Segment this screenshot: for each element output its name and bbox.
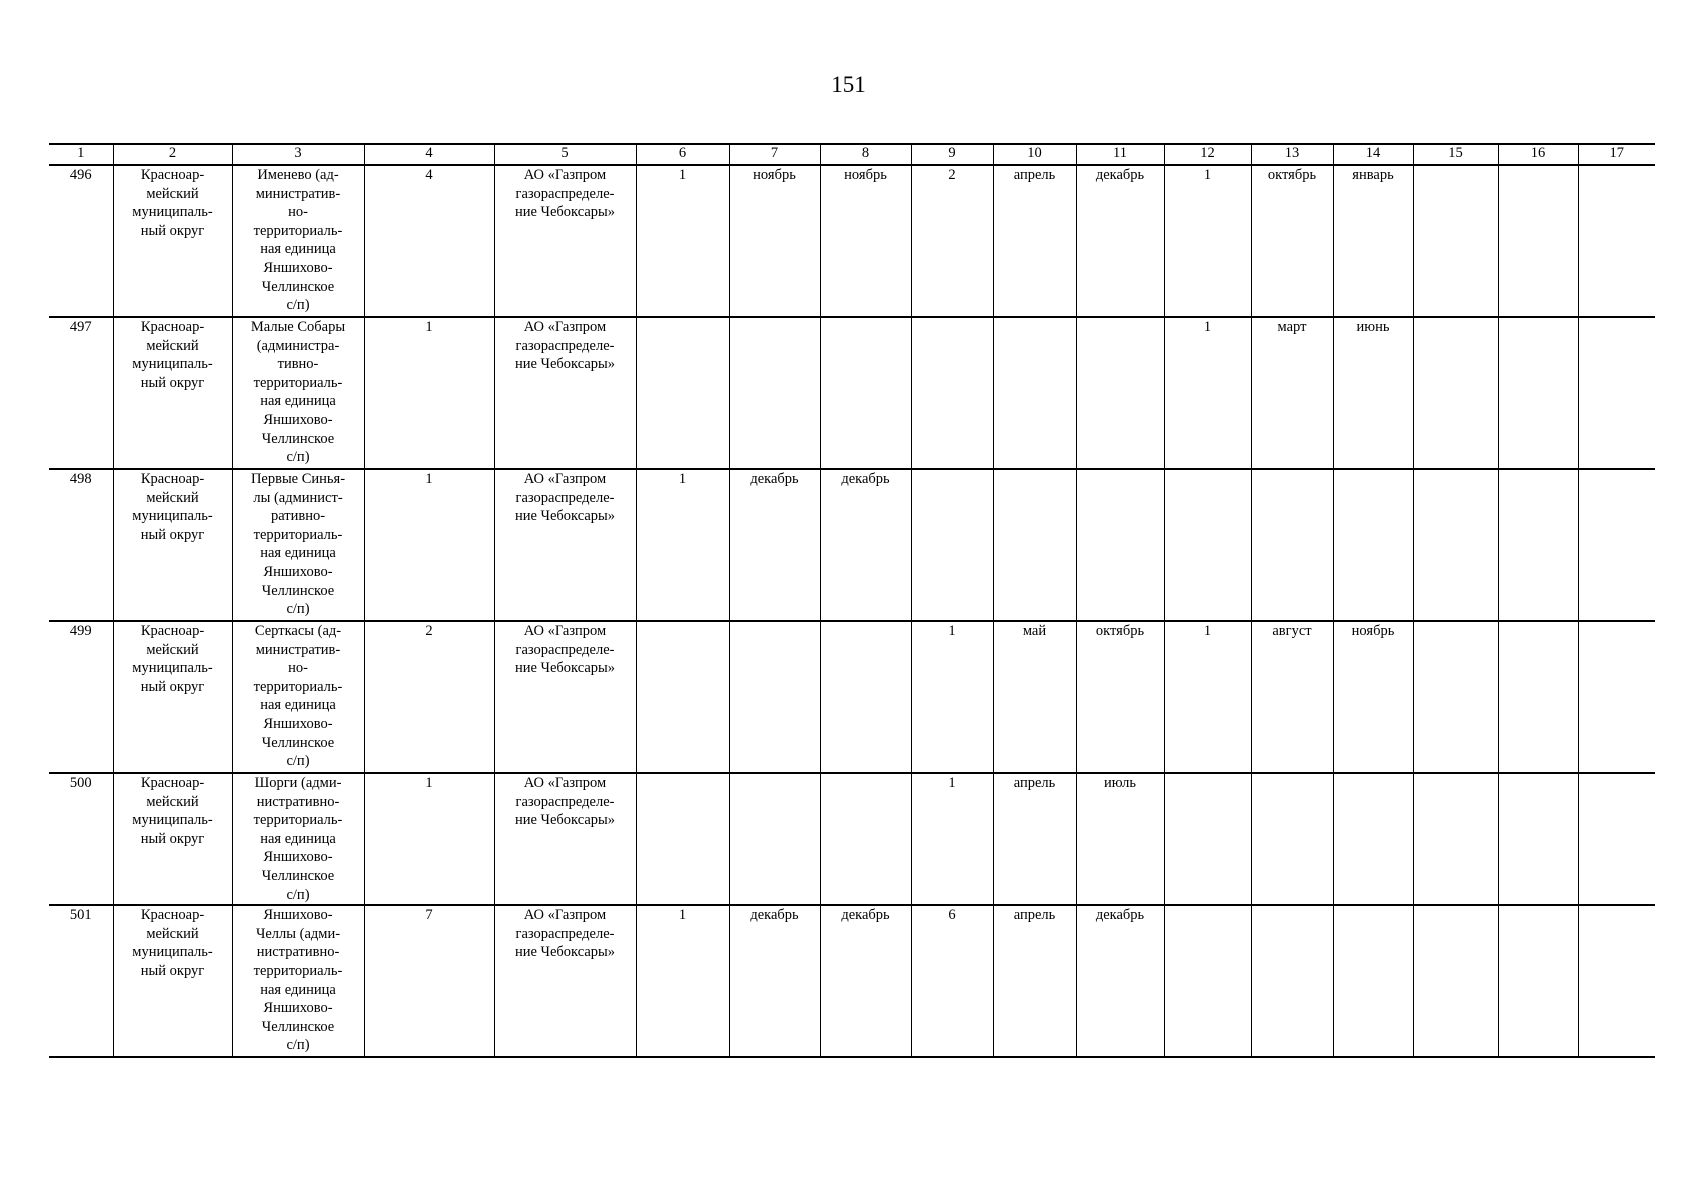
data-cell <box>911 469 993 621</box>
column-header: 17 <box>1578 144 1655 165</box>
district-cell: Красноар- мейский муниципаль- ный округ <box>113 621 232 773</box>
column-header: 15 <box>1413 144 1498 165</box>
data-cell: 1 <box>911 773 993 905</box>
data-cell: 2 <box>911 165 993 317</box>
column-header: 13 <box>1251 144 1333 165</box>
data-cell: декабрь <box>1076 165 1164 317</box>
data-cell <box>729 773 820 905</box>
count-cell: 1 <box>364 469 494 621</box>
data-cell <box>1578 905 1655 1057</box>
data-cell <box>820 317 911 469</box>
organization-cell: АО «Газпром газораспределе- ние Чебоксары» <box>494 165 636 317</box>
data-cell: март <box>1251 317 1333 469</box>
data-cell: апрель <box>993 773 1076 905</box>
data-cell <box>1076 317 1164 469</box>
data-cell <box>1413 469 1498 621</box>
data-cell <box>1251 905 1333 1057</box>
data-cell <box>1578 317 1655 469</box>
data-cell: 1 <box>1164 317 1251 469</box>
data-cell <box>1498 165 1578 317</box>
column-header: 2 <box>113 144 232 165</box>
data-cell <box>636 621 729 773</box>
data-cell <box>1578 165 1655 317</box>
settlement-cell: Именево (ад- министратив- но- территориаль- ная единица Яншихово- Челлинское с/п) <box>232 165 364 317</box>
district-cell: Красноар- мейский муниципаль- ный округ <box>113 317 232 469</box>
data-cell <box>1498 469 1578 621</box>
data-cell: декабрь <box>820 469 911 621</box>
table-row <box>49 905 1655 1057</box>
data-cell <box>729 621 820 773</box>
data-cell <box>1578 773 1655 905</box>
data-cell <box>729 317 820 469</box>
organization-cell: АО «Газпром газораспределе- ние Чебоксары» <box>494 621 636 773</box>
data-cell: август <box>1251 621 1333 773</box>
data-cell: ноябрь <box>820 165 911 317</box>
data-cell: июнь <box>1333 317 1413 469</box>
settlement-cell: Серткасы (ад- министратив- но- территориаль- ная единица Яншихово- Челлинское с/п) <box>232 621 364 773</box>
count-cell: 1 <box>364 773 494 905</box>
table-row <box>49 773 1655 905</box>
data-cell <box>1164 469 1251 621</box>
data-cell <box>1498 317 1578 469</box>
column-header: 7 <box>729 144 820 165</box>
column-header: 11 <box>1076 144 1164 165</box>
column-header: 3 <box>232 144 364 165</box>
row-number: 496 <box>49 165 113 317</box>
data-cell: декабрь <box>729 905 820 1057</box>
table-row <box>49 317 1655 469</box>
column-header: 1 <box>49 144 113 165</box>
data-cell: октябрь <box>1076 621 1164 773</box>
data-cell <box>1413 621 1498 773</box>
column-header: 14 <box>1333 144 1413 165</box>
data-cell: 1 <box>1164 621 1251 773</box>
row-number: 499 <box>49 621 113 773</box>
column-header: 5 <box>494 144 636 165</box>
data-cell <box>1413 165 1498 317</box>
table-row <box>49 165 1655 317</box>
data-cell <box>1333 905 1413 1057</box>
data-cell <box>911 317 993 469</box>
column-header: 4 <box>364 144 494 165</box>
count-cell: 2 <box>364 621 494 773</box>
district-cell: Красноар- мейский муниципаль- ный округ <box>113 905 232 1057</box>
district-cell: Красноар- мейский муниципаль- ный округ <box>113 773 232 905</box>
organization-cell: АО «Газпром газораспределе- ние Чебоксары» <box>494 773 636 905</box>
data-cell: 1 <box>1164 165 1251 317</box>
data-cell: апрель <box>993 905 1076 1057</box>
count-cell: 4 <box>364 165 494 317</box>
data-cell <box>636 317 729 469</box>
data-cell: 1 <box>636 469 729 621</box>
data-cell <box>1578 621 1655 773</box>
organization-cell: АО «Газпром газораспределе- ние Чебоксары» <box>494 469 636 621</box>
data-cell: ноябрь <box>1333 621 1413 773</box>
settlement-cell: Шорги (адми- нистративно- территориаль- ная единица Яншихово- Челлинское с/п) <box>232 773 364 905</box>
column-header: 9 <box>911 144 993 165</box>
data-cell: январь <box>1333 165 1413 317</box>
page-number: 151 <box>831 72 866 97</box>
data-cell <box>1164 905 1251 1057</box>
organization-cell: АО «Газпром газораспределе- ние Чебоксары» <box>494 905 636 1057</box>
data-cell: 1 <box>911 621 993 773</box>
data-cell: декабрь <box>1076 905 1164 1057</box>
data-cell: 1 <box>636 905 729 1057</box>
data-cell <box>993 469 1076 621</box>
data-cell: октябрь <box>1251 165 1333 317</box>
district-cell: Красноар- мейский муниципаль- ный округ <box>113 469 232 621</box>
column-header: 8 <box>820 144 911 165</box>
table-row <box>49 469 1655 621</box>
data-cell <box>820 773 911 905</box>
data-cell <box>1251 469 1333 621</box>
data-cell <box>1413 773 1498 905</box>
organization-cell: АО «Газпром газораспределе- ние Чебоксары» <box>494 317 636 469</box>
row-number: 498 <box>49 469 113 621</box>
column-header: 10 <box>993 144 1076 165</box>
data-cell <box>1333 773 1413 905</box>
data-cell <box>1164 773 1251 905</box>
column-header: 12 <box>1164 144 1251 165</box>
data-cell: апрель <box>993 165 1076 317</box>
data-cell: май <box>993 621 1076 773</box>
count-cell: 1 <box>364 317 494 469</box>
row-number: 500 <box>49 773 113 905</box>
gasification-schedule-table <box>49 143 1655 1058</box>
data-cell <box>1076 469 1164 621</box>
data-cell: декабрь <box>820 905 911 1057</box>
data-cell <box>820 621 911 773</box>
column-header: 16 <box>1498 144 1578 165</box>
data-cell: июль <box>1076 773 1164 905</box>
data-cell <box>1251 773 1333 905</box>
data-cell <box>1413 317 1498 469</box>
data-cell <box>1578 469 1655 621</box>
data-cell <box>1333 469 1413 621</box>
data-cell <box>1498 905 1578 1057</box>
data-cell <box>1498 621 1578 773</box>
row-number: 497 <box>49 317 113 469</box>
data-cell <box>993 317 1076 469</box>
column-header: 6 <box>636 144 729 165</box>
table-row <box>49 621 1655 773</box>
data-cell <box>1413 905 1498 1057</box>
data-cell: 1 <box>636 165 729 317</box>
column-number-row <box>49 144 1655 165</box>
count-cell: 7 <box>364 905 494 1057</box>
data-cell: 6 <box>911 905 993 1057</box>
row-number: 501 <box>49 905 113 1057</box>
data-cell: декабрь <box>729 469 820 621</box>
data-cell <box>636 773 729 905</box>
settlement-cell: Яншихово- Челлы (адми- нистративно- территориаль- ная единица Яншихово- Челлинское с/п) <box>232 905 364 1057</box>
district-cell: Красноар- мейский муниципаль- ный округ <box>113 165 232 317</box>
data-cell <box>1498 773 1578 905</box>
data-cell: ноябрь <box>729 165 820 317</box>
settlement-cell: Первые Синья- лы (админист- ративно- территориаль- ная единица Яншихово- Челлинское с/п) <box>232 469 364 621</box>
settlement-cell: Малые Собары (администра- тивно- территориаль- ная единица Яншихово- Челлинское с/п) <box>232 317 364 469</box>
